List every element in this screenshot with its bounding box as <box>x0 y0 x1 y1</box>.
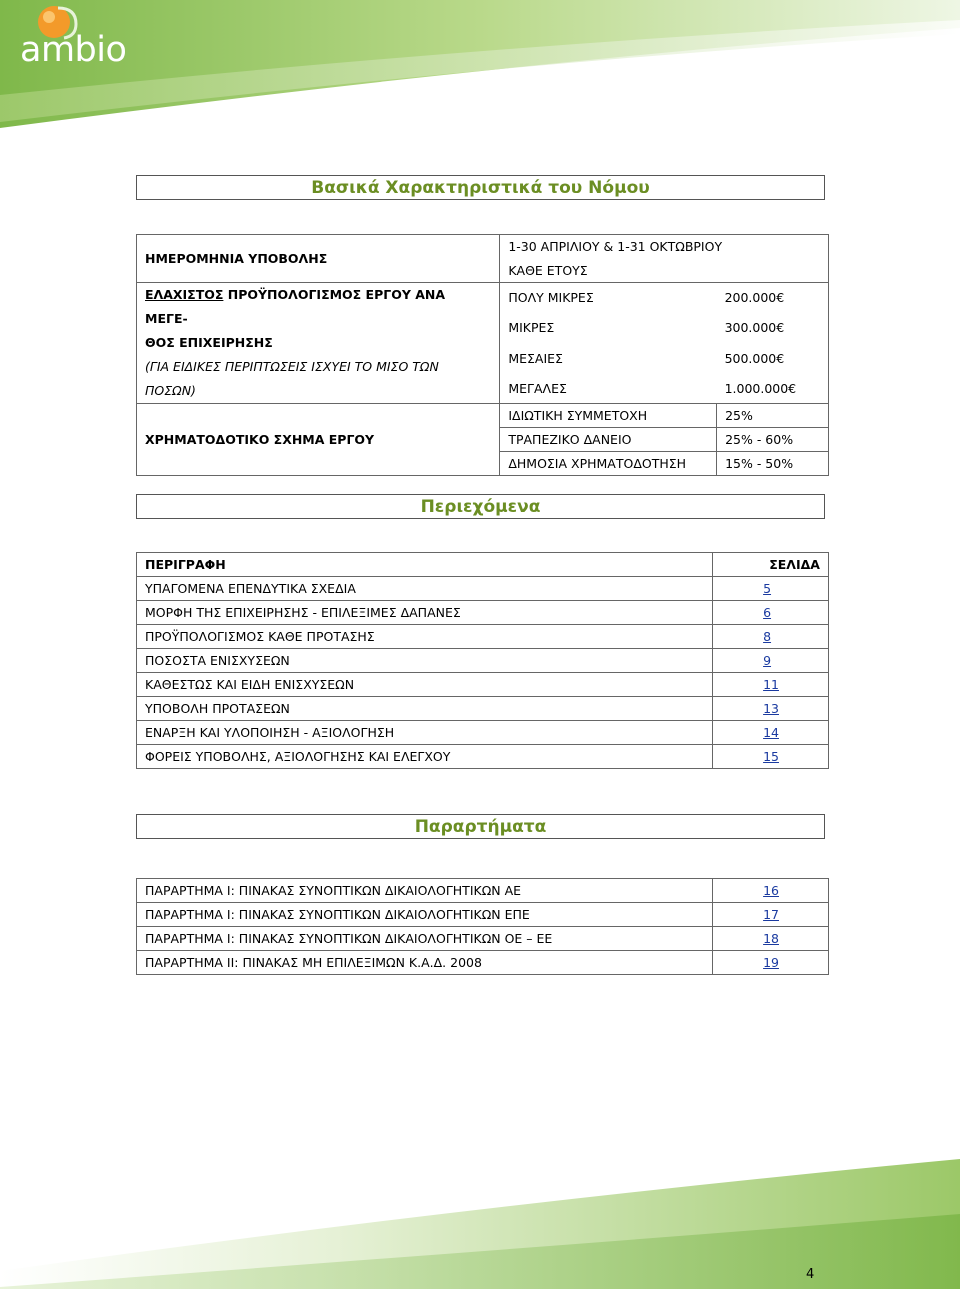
financing-source: ΔΗΜΟΣΙΑ ΧΡΗΜΑΤΟΔΟΤΗΣΗ <box>500 452 717 476</box>
financing-source: ΤΡΑΠΕΖΙΚΟ ΔΑΝΕΙΟ <box>500 428 717 452</box>
financing-source: ΙΔΙΩΤΙΚΗ ΣΥΜΜΕΤΟΧΗ <box>500 404 717 428</box>
contents-page-link[interactable]: 8 <box>713 625 829 649</box>
budget-label-line2: ΘΟΣ ΕΠΙΧΕΙΡΗΣΗΣ <box>145 335 273 350</box>
contents-item: ΥΠΑΓΟΜΕΝΑ ΕΠΕΝΔΥΤΙΚΑ ΣΧΕΔΙΑ <box>137 577 713 601</box>
budget-label-minimum: ΕΛΑΧΙΣΤΟΣ <box>145 287 224 302</box>
budget-size: ΜΕΣΑΙΕΣ <box>500 343 717 373</box>
law-characteristics-table <box>136 234 829 476</box>
contents-item: ΠΟΣΟΣΤΑ ΕΝΙΣΧΥΣΕΩΝ <box>137 649 713 673</box>
contents-header-page: ΣΕΛΙΔΑ <box>713 553 829 577</box>
contents-header-desc: ΠΕΡΙΓΡΑΦΗ <box>137 553 713 577</box>
contents-page-link[interactable]: 14 <box>713 721 829 745</box>
contents-page-link[interactable]: 11 <box>713 673 829 697</box>
financing-share: 15% - 50% <box>717 452 829 476</box>
contents-page-link[interactable]: 15 <box>713 745 829 769</box>
contents-table <box>136 552 829 769</box>
submission-value-1: 1-30 ΑΠΡΙΛΙΟΥ & 1-31 ΟΚΤΩΒΡΙΟΥ <box>500 235 829 259</box>
contents-item: ΜΟΡΦΗ ΤΗΣ ΕΠΙΧΕΙΡΗΣΗΣ - ΕΠΙΛΕΞΙΜΕΣ ΔΑΠΑΝΕΣ <box>137 601 713 625</box>
appendix-item: ΠΑΡΑΡΤΗΜΑ Ι: ΠΙΝΑΚΑΣ ΣΥΝΟΠΤΙΚΩΝ ΔΙΚΑΙΟΛΟΓΗΤΙΚΩΝ ΑΕ <box>137 879 713 903</box>
appendix-page-link[interactable]: 19 <box>713 951 829 975</box>
budget-label-text: ΠΡΟΫΠΟΛΟΓΙΣΜΟΣ ΕΡΓΟΥ ΑΝΑ ΜΕΓΕ- <box>145 287 446 326</box>
budget-size: ΠΟΛΥ ΜΙΚΡΕΣ <box>500 283 717 313</box>
budget-amount: 500.000€ <box>717 343 829 373</box>
header-swoosh <box>0 0 960 130</box>
budget-amount: 300.000€ <box>717 313 829 343</box>
appendix-page-link[interactable]: 17 <box>713 903 829 927</box>
contents-page-link[interactable]: 9 <box>713 649 829 673</box>
footer-swoosh <box>0 1159 960 1289</box>
financing-share: 25% <box>717 404 829 428</box>
budget-note: (ΓΙΑ ΕΙΔΙΚΕΣ ΠΕΡΙΠΤΩΣΕΙΣ ΙΣΧΥΕΙ ΤΟ ΜΙΣΟ ΤΩΝ ΠΟΣΩΝ) <box>145 359 439 398</box>
submission-label: ΗΜΕΡΟΜΗΝΙΑ ΥΠΟΒΟΛΗΣ <box>137 235 500 283</box>
appendix-page-link[interactable]: 16 <box>713 879 829 903</box>
contents-item: ΚΑΘΕΣΤΩΣ ΚΑΙ ΕΙΔΗ ΕΝΙΣΧΥΣΕΩΝ <box>137 673 713 697</box>
law-section-title: Βασικά Χαρακτηριστικά του Νόμου <box>136 175 825 200</box>
contents-item: ΠΡΟΫΠΟΛΟΓΙΣΜΟΣ ΚΑΘΕ ΠΡΟΤΑΣΗΣ <box>137 625 713 649</box>
submission-value-2: ΚΑΘΕ ΕΤΟΥΣ <box>500 259 829 283</box>
page-number: 4 <box>806 1267 815 1282</box>
logo-wordmark: ambio <box>20 30 127 70</box>
appendix-page-link[interactable]: 18 <box>713 927 829 951</box>
budget-label <box>137 283 500 404</box>
budget-size: ΜΙΚΡΕΣ <box>500 313 717 343</box>
contents-title: Περιεχόμενα <box>136 494 825 519</box>
appendices-title: Παραρτήματα <box>136 814 825 839</box>
contents-item: ΕΝΑΡΞΗ ΚΑΙ ΥΛΟΠΟΙΗΣΗ - ΑΞΙΟΛΟΓΗΣΗ <box>137 721 713 745</box>
contents-page-link[interactable]: 5 <box>713 577 829 601</box>
contents-item: ΦΟΡΕΙΣ ΥΠΟΒΟΛΗΣ, ΑΞΙΟΛΟΓΗΣΗΣ ΚΑΙ ΕΛΕΓΧΟΥ <box>137 745 713 769</box>
contents-page-link[interactable]: 6 <box>713 601 829 625</box>
appendices-table <box>136 878 829 975</box>
financing-label: ΧΡΗΜΑΤΟΔΟΤΙΚΟ ΣΧΗΜΑ ΕΡΓΟΥ <box>137 404 500 476</box>
budget-amount: 200.000€ <box>717 283 829 313</box>
appendix-item: ΠΑΡΑΡΤΗΜΑ Ι: ΠΙΝΑΚΑΣ ΣΥΝΟΠΤΙΚΩΝ ΔΙΚΑΙΟΛΟΓΗΤΙΚΩΝ ΕΠΕ <box>137 903 713 927</box>
budget-amount: 1.000.000€ <box>717 373 829 403</box>
financing-share: 25% - 60% <box>717 428 829 452</box>
appendix-item: ΠΑΡΑΡΤΗΜΑ ΙΙ: ΠΙΝΑΚΑΣ ΜΗ ΕΠΙΛΕΞΙΜΩΝ Κ.Α.Δ. 2008 <box>137 951 713 975</box>
appendix-item: ΠΑΡΑΡΤΗΜΑ Ι: ΠΙΝΑΚΑΣ ΣΥΝΟΠΤΙΚΩΝ ΔΙΚΑΙΟΛΟΓΗΤΙΚΩΝ ΟΕ – ΕΕ <box>137 927 713 951</box>
budget-size: ΜΕΓΑΛΕΣ <box>500 373 717 403</box>
contents-page-link[interactable]: 13 <box>713 697 829 721</box>
contents-item: ΥΠΟΒΟΛΗ ΠΡΟΤΑΣΕΩΝ <box>137 697 713 721</box>
